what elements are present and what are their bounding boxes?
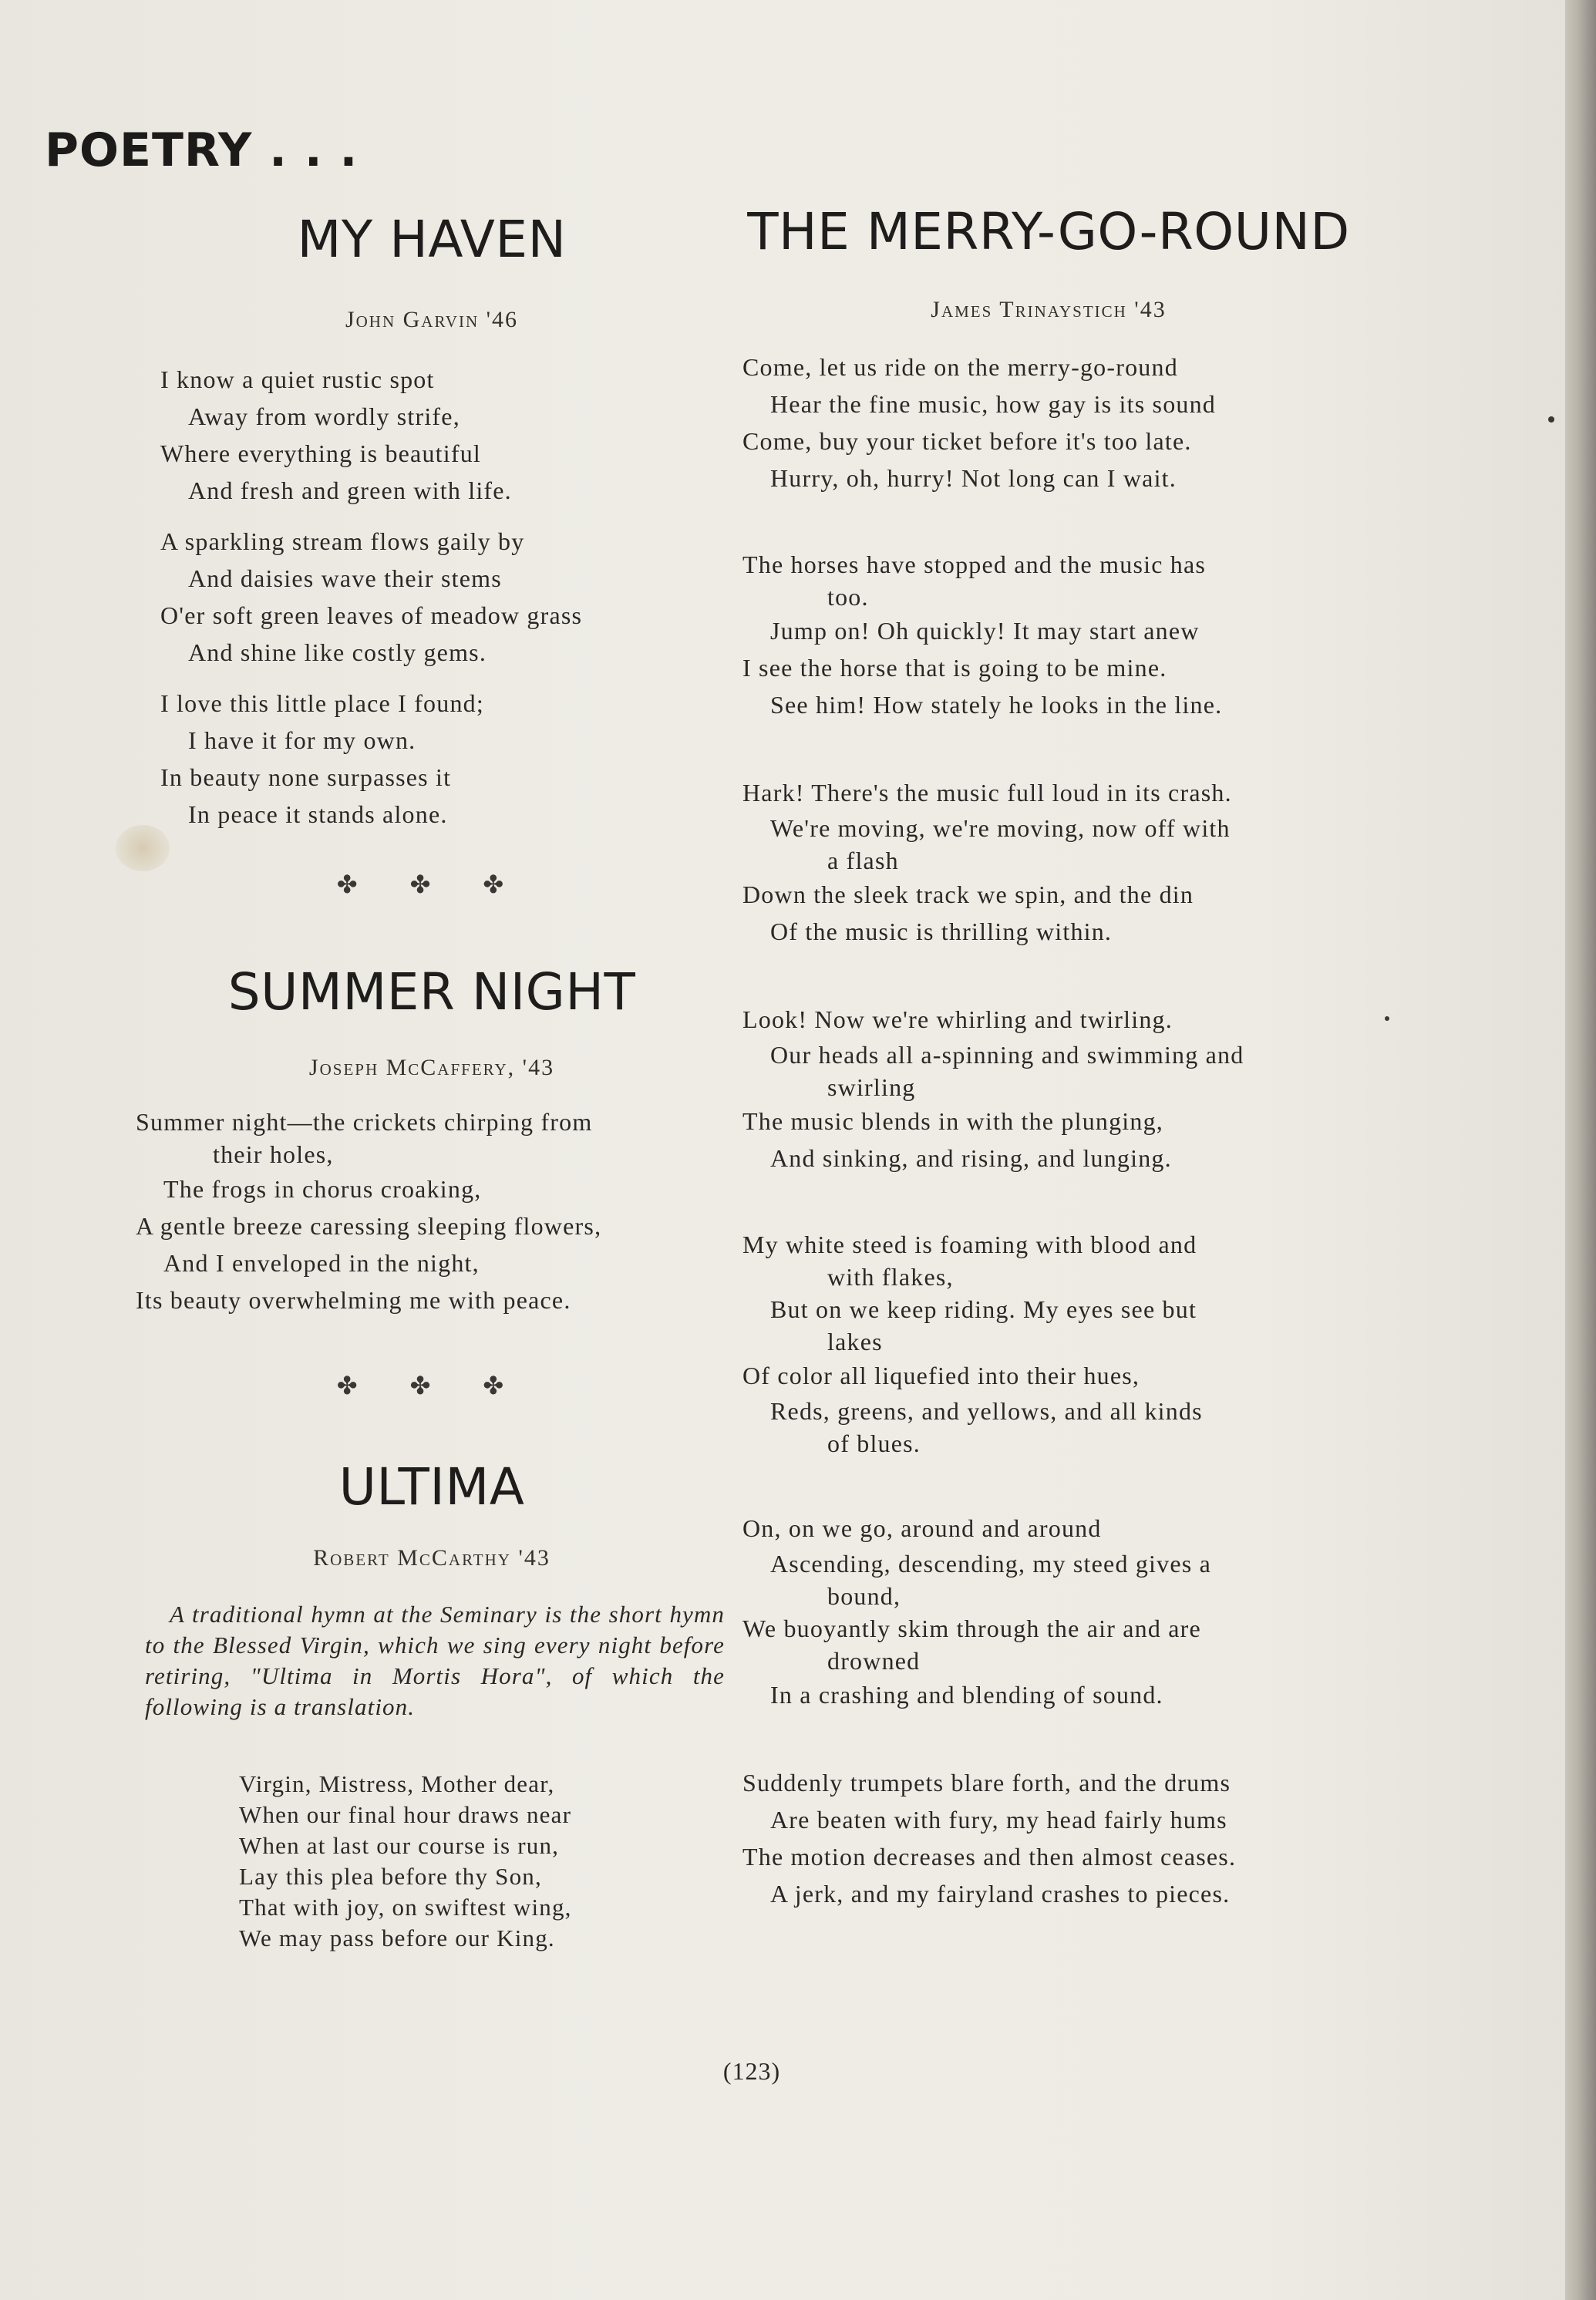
verse-line: Hear the fine music, how gay is its sound bbox=[770, 390, 1216, 418]
poem-title-summer-night: SUMMER NIGHT bbox=[227, 962, 636, 1022]
poem-author-my-haven: John Garvin '46 bbox=[345, 307, 519, 332]
verse-line: swirling bbox=[827, 1073, 916, 1101]
ornament-divider: ✤ ✤ ✤ bbox=[336, 1372, 527, 1399]
poem-author-ultima: Robert McCarthy '43 bbox=[313, 1545, 551, 1571]
poem-author-merry-go-round: James Trinaystich '43 bbox=[931, 297, 1167, 322]
verse-line: In a crashing and blending of sound. bbox=[770, 1681, 1163, 1709]
verse-line: The horses have stopped and the music has bbox=[742, 551, 1207, 578]
verse-line: We buoyantly skim through the air and are bbox=[742, 1615, 1201, 1642]
verse-line: Summer night—the crickets chirping from bbox=[136, 1108, 593, 1136]
verse-line: But on we keep riding. My eyes see but bbox=[770, 1295, 1197, 1323]
verse-line: Reds, greens, and yellows, and all kinds bbox=[770, 1397, 1203, 1425]
verse-line: See him! How stately he looks in the line. bbox=[770, 691, 1223, 719]
verse-line: Suddenly trumpets blare forth, and the drums bbox=[742, 1769, 1231, 1797]
verse-line: Its beauty overwhelming me with peace. bbox=[136, 1286, 571, 1314]
verse-line: The frogs in chorus croaking, bbox=[163, 1175, 482, 1203]
verse-line: I see the horse that is going to be mine. bbox=[742, 654, 1167, 682]
poem-title-merry-go-round: THE MERRY-GO-ROUND bbox=[747, 202, 1350, 261]
page-edge bbox=[1565, 0, 1596, 2300]
verse-line: Where everything is beautiful bbox=[160, 439, 481, 467]
verse-line: A sparkling stream flows gaily by bbox=[160, 527, 525, 555]
verse-line: In beauty none surpasses it bbox=[160, 763, 452, 791]
verse-line: My white steed is foaming with blood and bbox=[742, 1231, 1197, 1258]
poem-body-merry-go-round bbox=[742, 349, 1244, 1912]
ink-speck bbox=[1548, 416, 1554, 423]
verse-line: Hurry, oh, hurry! Not long can I wait. bbox=[770, 464, 1177, 492]
verse-line: Come, buy your ticket before it's too late. bbox=[742, 427, 1192, 455]
poem-author-summer-night: Joseph McCaffery, '43 bbox=[308, 1055, 555, 1080]
verse-line: And I enveloped in the night, bbox=[163, 1249, 480, 1277]
verse-line: a flash bbox=[827, 847, 899, 874]
verse-line: Come, let us ride on the merry-go-round bbox=[742, 353, 1178, 381]
verse-line: O'er soft green leaves of meadow grass bbox=[160, 601, 583, 629]
poem-body-my-haven bbox=[160, 361, 582, 833]
verse-line: A jerk, and my fairyland crashes to pieces. bbox=[770, 1880, 1231, 1908]
section-heading: POETRY . . . bbox=[45, 123, 359, 177]
poem-body-summer-night bbox=[136, 1106, 601, 1318]
verse-line: Of the music is thrilling within. bbox=[770, 918, 1113, 945]
verse-line: I love this little place I found; bbox=[160, 689, 484, 717]
ink-speck bbox=[1385, 1016, 1389, 1021]
poem-body-ultima bbox=[239, 1769, 572, 1954]
verse-line: The music blends in with the plunging, bbox=[742, 1107, 1163, 1135]
poem-title-ultima: ULTIMA bbox=[338, 1457, 525, 1517]
verse-line: When our final hour draws near bbox=[239, 1801, 572, 1828]
verse-line: Are beaten with fury, my head fairly hums bbox=[770, 1806, 1227, 1834]
verse-line: And sinking, and rising, and lunging. bbox=[770, 1144, 1172, 1172]
verse-line: And daisies wave their stems bbox=[188, 564, 502, 592]
verse-line: Down the sleek track we spin, and the din bbox=[742, 881, 1194, 908]
verse-line: Look! Now we're whirling and twirling. bbox=[742, 1005, 1173, 1033]
verse-line: We may pass before our King. bbox=[239, 1925, 555, 1951]
page-number: (123) bbox=[722, 2057, 781, 2085]
verse-line: too. bbox=[827, 583, 869, 611]
verse-line: And fresh and green with life. bbox=[188, 477, 512, 504]
verse-line: I have it for my own. bbox=[188, 726, 416, 754]
verse-line: And shine like costly gems. bbox=[188, 638, 487, 666]
verse-line: The motion decreases and then almost ceases. bbox=[742, 1843, 1237, 1871]
verse-line: Lay this plea before thy Son, bbox=[239, 1863, 542, 1890]
ornament-divider: ✤ ✤ ✤ bbox=[336, 870, 527, 898]
verse-line: Virgin, Mistress, Mother dear, bbox=[239, 1770, 555, 1797]
verse-line: with flakes, bbox=[827, 1263, 954, 1291]
verse-line: We're moving, we're moving, now off with bbox=[770, 814, 1231, 842]
verse-line: When at last our course is run, bbox=[239, 1832, 560, 1859]
verse-line: lakes bbox=[827, 1328, 883, 1355]
verse-line: Of color all liquefied into their hues, bbox=[742, 1362, 1140, 1389]
verse-line: Jump on! Oh quickly! It may start anew bbox=[770, 617, 1200, 645]
verse-line: A gentle breeze caressing sleeping flowers, bbox=[136, 1212, 602, 1240]
poem-title-my-haven: MY HAVEN bbox=[297, 210, 567, 269]
verse-line: Ascending, descending, my steed gives a bbox=[770, 1550, 1212, 1578]
verse-line: Our heads all a-spinning and swimming and bbox=[770, 1041, 1244, 1069]
verse-line: bound, bbox=[827, 1582, 901, 1610]
verse-line: I know a quiet rustic spot bbox=[160, 365, 435, 393]
verse-line: That with joy, on swiftest wing, bbox=[239, 1894, 572, 1921]
verse-line: their holes, bbox=[213, 1140, 334, 1168]
verse-line: On, on we go, around and around bbox=[742, 1514, 1102, 1542]
verse-line: Away from wordly strife, bbox=[188, 402, 460, 430]
verse-line: drowned bbox=[827, 1647, 921, 1675]
verse-line: of blues. bbox=[827, 1430, 921, 1457]
ultima-introduction: A traditional hymn at the Seminary is the short hymn to the Blessed Virgin, which we sing every night before retiring, "Ultima in Mortis Hora", of which the following is a translation. bbox=[145, 1601, 725, 1720]
verse-line: In peace it stands alone. bbox=[188, 800, 448, 828]
verse-line: Hark! There's the music full loud in its crash. bbox=[742, 779, 1232, 807]
